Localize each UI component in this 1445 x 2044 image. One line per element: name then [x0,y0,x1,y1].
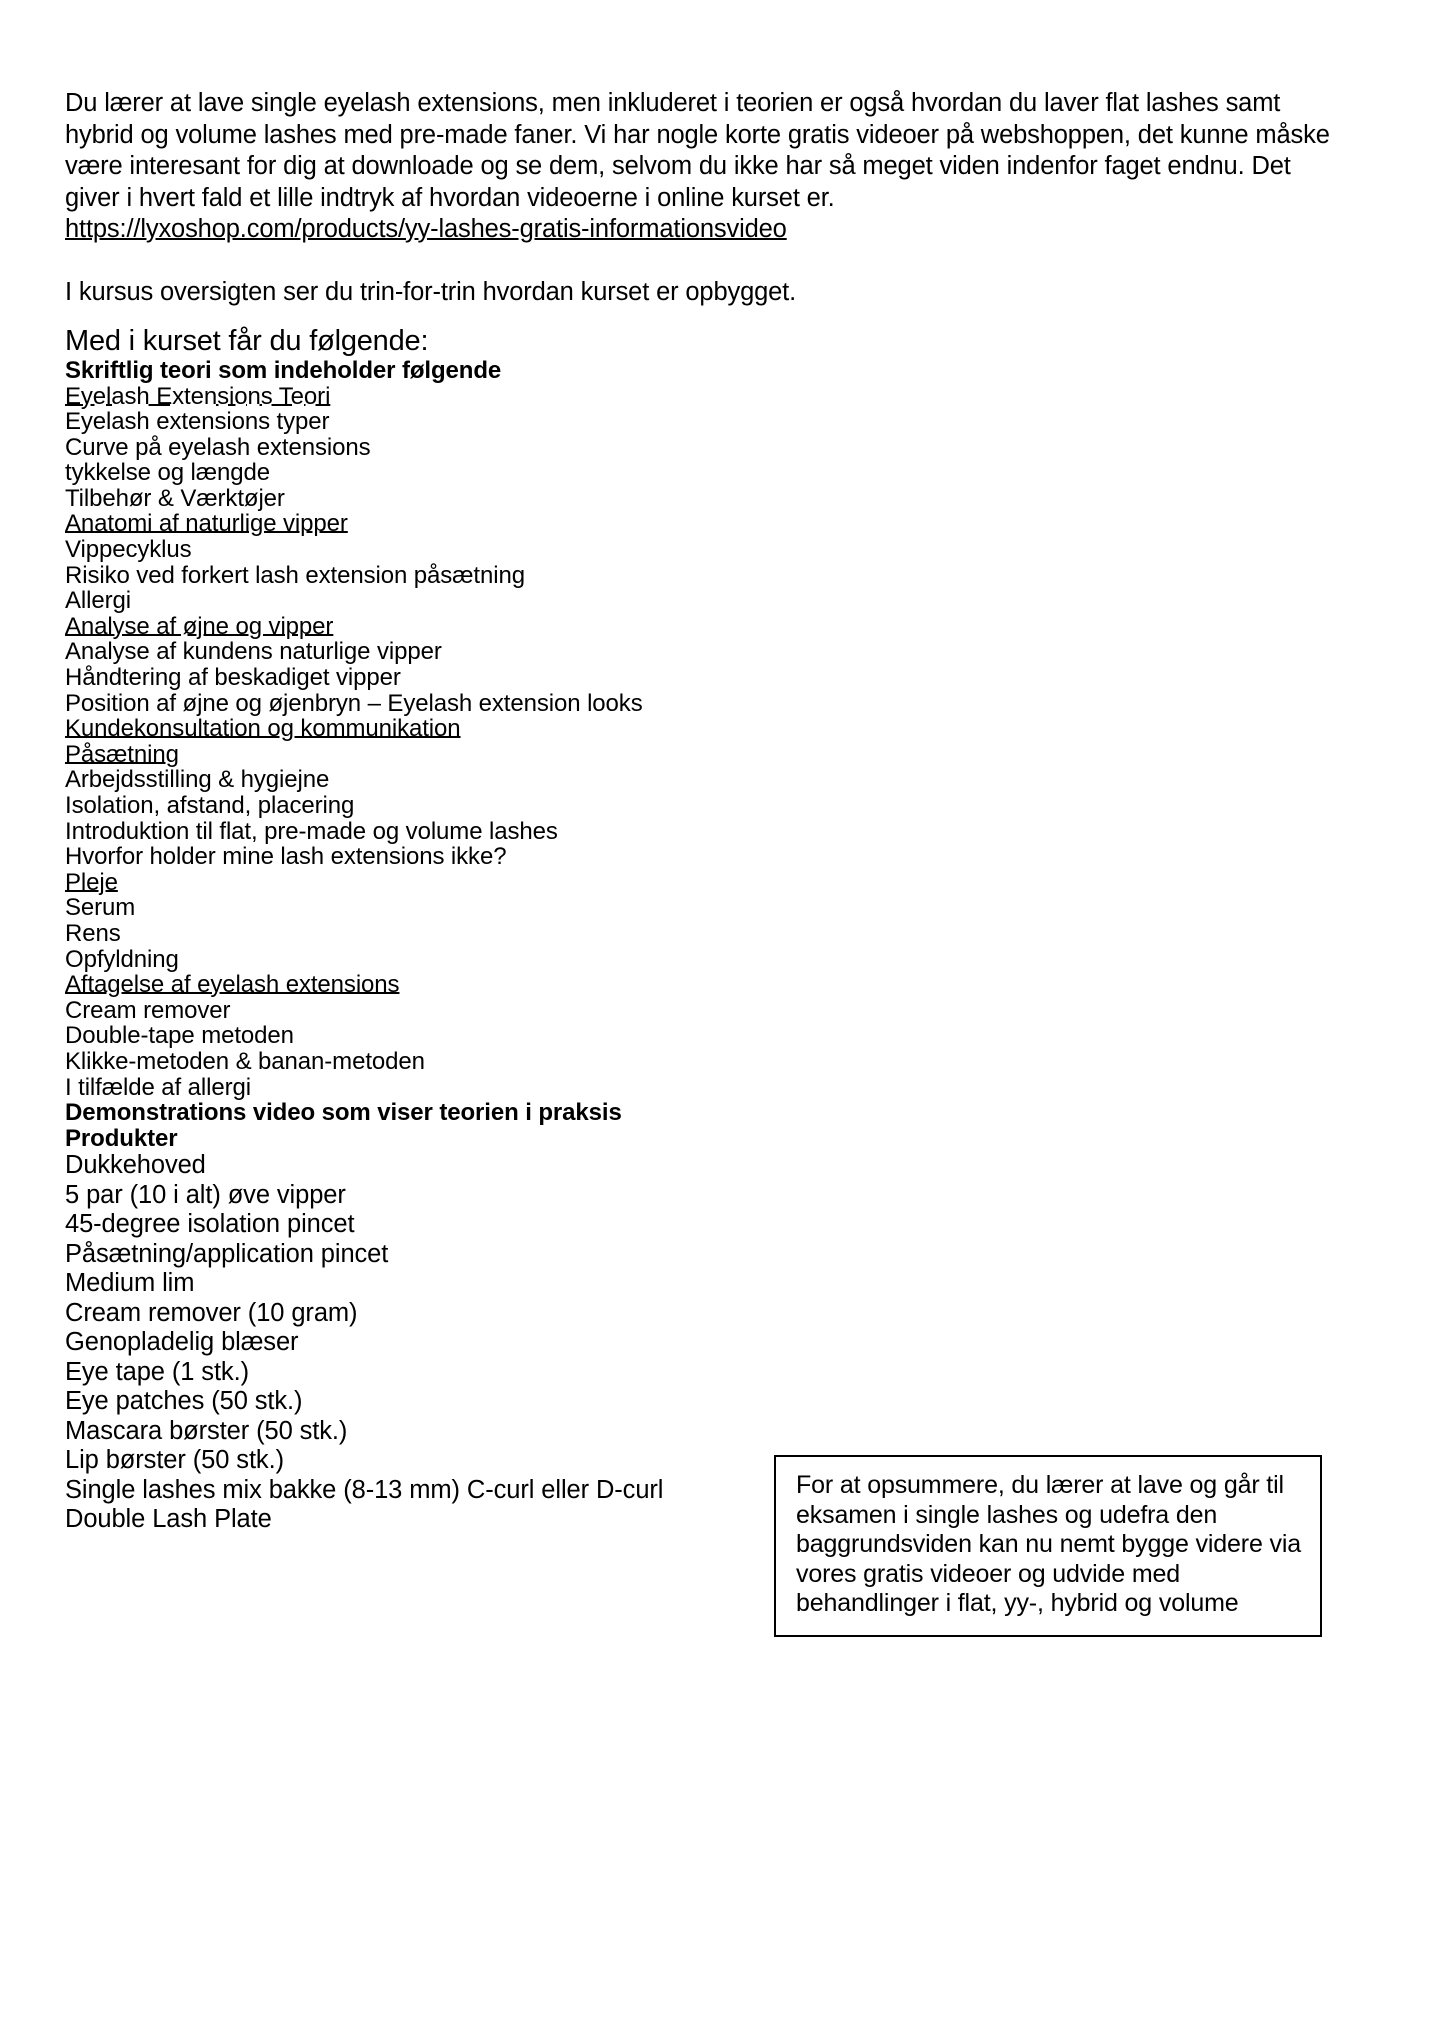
theory-item-list [65,384,1340,1152]
theory-list-item [65,1023,1340,1049]
theory-list-item [65,1075,1340,1101]
product-list-item [65,1358,1340,1388]
product-list-item-label: 45-degree isolation pincet [65,1210,355,1239]
theory-list-item [65,460,1340,486]
theory-list-item [65,1100,1340,1126]
theory-list-item [65,844,1340,870]
theory-list-item-label: Kundekonsultation og kommunikation [65,715,461,743]
theory-list-item [65,819,1340,845]
theory-list-item-label: Introduktion til flat, pre-made og volume lashes [65,817,558,845]
theory-list-item-label: Tilbehør & Værktøjer [65,484,285,512]
theory-list-item-label: Double-tape metoden [65,1022,294,1050]
theory-list-item-label: Demonstrations video som viser teorien i praksis [65,1099,622,1127]
product-list-item-label: Dukkehoved [65,1151,206,1180]
product-list-item-label: Påsætning/application pincet [65,1239,389,1268]
product-list-item [65,1328,1340,1358]
product-list-item [65,1151,1340,1181]
theory-list-item [65,895,1340,921]
theory-list-item [65,870,1340,896]
product-list-item-label: Lip børster (50 stk.) [65,1446,284,1475]
theory-list-item [65,716,1340,742]
theory-list-item [65,1126,1340,1152]
theory-list-item [65,614,1340,640]
theory-list-item [65,563,1340,589]
kursus-oversigt-line: I kursus oversigten ser du trin-for-trin hvordan kurset er opbygget. [65,277,797,306]
theory-list-item [65,793,1340,819]
theory-list-item [65,691,1340,717]
theory-list-item [65,1049,1340,1075]
product-list-item [65,1269,1340,1299]
product-list-item-label: Mascara børster (50 stk.) [65,1416,348,1445]
theory-list-item [65,767,1340,793]
product-list-item [65,1210,1340,1240]
theory-list-item-label: Rens [65,919,121,947]
theory-list-item-label: Hvorfor holder mine lash extensions ikke? [65,843,507,871]
theory-list-item-label: Pleje [65,868,118,896]
intro-paragraph: Du lærer at lave single eyelash extensions, men inkluderet i teorien er også hvordan du laver flat lashes samt hybrid og volume lashes med pre-made faner. Vi har nogle korte gratis videoer på webshoppen, det kunne måske være interesant for dig at downloade og se dem, selvom du ikke har så meget viden indenfor faget endnu. Det giver i hvert fald et lille indtryk af hvordan videoerne i online kurset er. [65,89,1330,212]
product-list-item [65,1240,1340,1270]
theory-list-item-label: Anatomi af naturlige vipper [65,510,348,538]
theory-list-item-label: Cream remover [65,996,231,1024]
theory-list-item [65,537,1340,563]
product-list-item [65,1181,1340,1211]
theory-list-item [65,588,1340,614]
product-list-item-label: Cream remover (10 gram) [65,1298,358,1327]
theory-list-item-label: Isolation, afstand, placering [65,792,355,819]
theory-list-item-label: tykkelse og længde [65,459,270,487]
theory-list-item-label: Analyse af kundens naturlige vipper [65,638,442,666]
product-list-item-label: Eye patches (50 stk.) [65,1387,303,1416]
product-list-item-label: Double Lash Plate [65,1505,272,1534]
product-list-item-label: Single lashes mix bakke (8-13 mm) C-curl eller D-curl [65,1475,664,1504]
product-list-item-label: Eye tape (1 stk.) [65,1357,249,1386]
product-list-item-label: 5 par (10 i alt) øve vipper [65,1180,346,1209]
theory-list-item-label: Allergi [65,587,131,615]
theory-list-item-label: Aftagelse af eyelash extensions [65,971,400,999]
theory-list-item-label: Opfyldning [65,945,179,973]
theory-heading: Skriftlig teori som indeholder følgende [65,357,502,384]
theory-list-item [65,998,1340,1024]
theory-list-item [65,409,1340,435]
theory-list-item-label: Håndtering af beskadiget vipper [65,664,401,692]
summary-text: For at opsummere, du lærer at lave og går til eksamen i single lashes og udefra den baggrundsviden kan nu nemt bygge videre via vores gratis videoer og udvide med behandlinger i flat, yy-, hybrid og volume [796,1471,1302,1617]
theory-list-item-label: Serum [65,894,136,922]
paragraph-spacer [65,246,1340,277]
theory-list-item [65,921,1340,947]
product-list-item-label: Genopladelig blæser [65,1328,299,1357]
theory-list-item [65,384,1340,410]
theory-list-item-label: Påsætning [65,740,179,768]
product-list-item [65,1299,1340,1329]
theory-list-item [65,665,1340,691]
theory-list-item-label: Eyelash extensions typer [65,408,330,436]
informationsvideo-link[interactable]: https://lyxoshop.com/products/yy-lashes-gratis-informationsvideo [65,215,787,243]
section-heading: Med i kurset får du følgende: [65,325,429,357]
url-row [65,214,1340,246]
theory-list-item-label: Risiko ved forkert lash extension påsætning [65,561,525,589]
theory-list-item-label: Position af øjne og øjenbryn – Eyelash extension looks [65,689,643,717]
theory-list-item-label: I tilfælde af allergi [65,1073,251,1101]
theory-list-item [65,947,1340,973]
theory-list-item [65,486,1340,512]
product-list-item [65,1417,1340,1447]
product-list-item-label: Medium lim [65,1269,195,1298]
theory-list-item [65,972,1340,998]
theory-list-item [65,742,1340,768]
theory-list-item-label: Produkter [65,1124,178,1152]
theory-list-item-label: Eyelash Extensions Teori [65,382,331,410]
theory-list-item-label: Klikke-metoden & banan-metoden [65,1047,425,1075]
theory-list-item-label: Vippecyklus [65,536,192,564]
summary-callout-box [774,1455,1322,1637]
theory-list-item [65,639,1340,665]
theory-list-item [65,435,1340,461]
document-body [65,88,1340,1535]
theory-list-item [65,511,1340,537]
theory-list-item-label: Curve på eyelash extensions [65,433,371,461]
product-list-item [65,1387,1340,1417]
theory-list-item-label: Arbejdsstilling & hygiejne [65,766,330,794]
theory-list-item-label: Analyse af øjne og vipper [65,612,334,640]
